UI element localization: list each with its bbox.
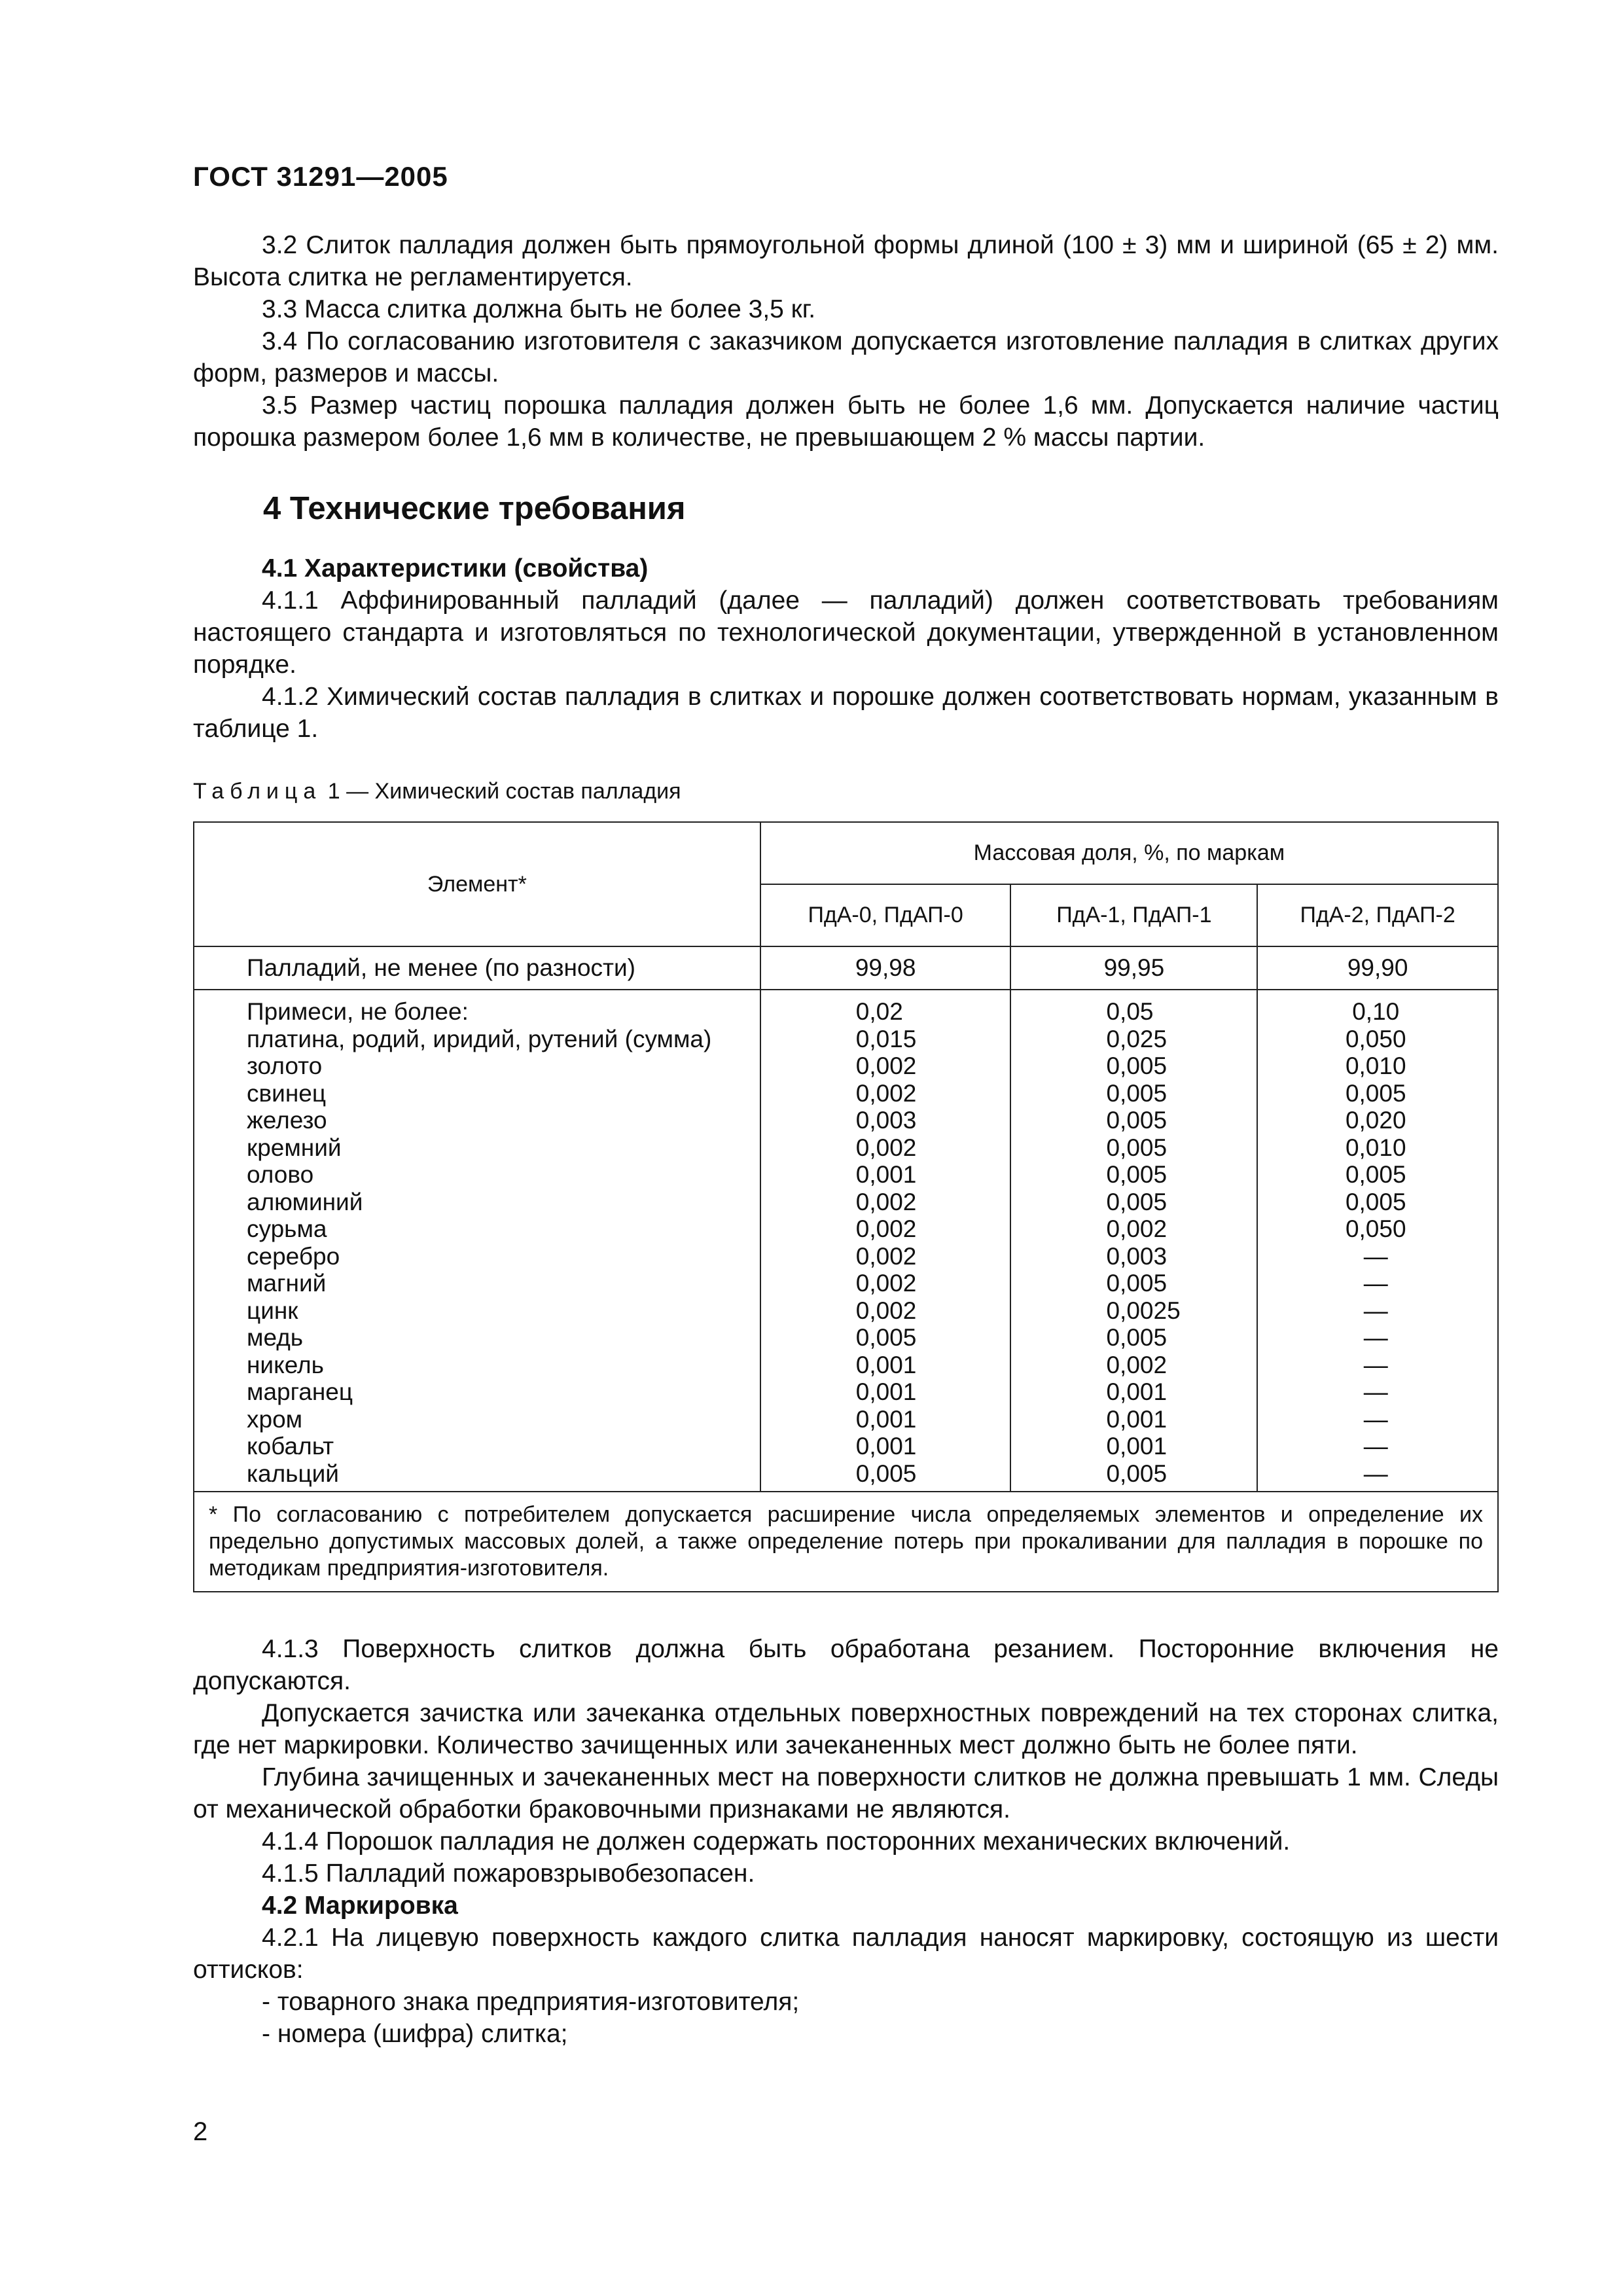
palladium-grade-2: 99,90 xyxy=(1257,946,1498,990)
impurity-grade-0: 0,002 xyxy=(855,1270,917,1297)
section-4-heading: 4 Технические требования xyxy=(263,491,686,526)
impurity-grade-1: 0,005 xyxy=(1106,1052,1168,1079)
impurity-grade-1: 0,005 xyxy=(1106,1134,1168,1161)
table-caption-text: 1 — Химический состав палладия xyxy=(321,779,681,804)
impurity-grade-2: 0,010 xyxy=(1345,1134,1406,1161)
paragraph-4-1-3: 4.1.3 Поверхность слитков должна быть обработана резанием. Посторонние включения не допускаются. xyxy=(193,1635,1499,1695)
impurity-grade-0: 0,002 xyxy=(855,1134,917,1161)
impurity-grade-0: 0,001 xyxy=(855,1433,917,1460)
list-item-ingot-number: - номера (шифра) слитка; xyxy=(262,2020,568,2048)
impurity-element: олово xyxy=(247,1161,314,1188)
paragraph-4-1-2: 4.1.2 Химический состав палладия в слитках и порошке должен соответствовать нормам, указанным в таблице 1. xyxy=(193,683,1499,743)
impurity-grade-2: 0,020 xyxy=(1345,1107,1406,1134)
paragraph-4-1-3-b: Допускается зачистка или зачеканка отдельных поверхностных повреждений на тех сторонах слитка, где нет маркировки. Количество зачищенных или зачеканенных мест должно быть не более пяти. xyxy=(193,1699,1499,1759)
paragraph-3-3: 3.3 Масса слитка должна быть не более 3,5 кг. xyxy=(262,295,816,323)
impurities-grade-2 xyxy=(1257,990,1498,1492)
impurity-grade-0: 0,003 xyxy=(855,1107,917,1134)
impurity-grade-0: 0,001 xyxy=(855,1405,917,1433)
paragraph-4-1-1: 4.1.1 Аффинированный палладий (далее — палладий) должен соответствовать требованиям настоящего стандарта и изготовляться по технологической документации, утвержденной в установленном порядке. xyxy=(193,586,1499,679)
impurity-element: медь xyxy=(247,1324,304,1351)
palladium-label: Палладий, не менее (по разности) xyxy=(194,946,760,990)
impurity-grade-1: 0,005 xyxy=(1106,1270,1168,1297)
impurity-grade-0: 0,002 xyxy=(855,1079,917,1107)
impurity-grade-1: 0,001 xyxy=(1106,1405,1168,1433)
impurity-grade-1: 0,002 xyxy=(1106,1215,1168,1242)
impurities-grade-0 xyxy=(760,990,1011,1492)
impurity-grade-2: 0,005 xyxy=(1345,1079,1406,1107)
subsection-4-1-heading: 4.1 Характеристики (свойства) xyxy=(262,554,649,583)
paragraph-4-1-4: 4.1.4 Порошок палладия не должен содержать посторонних механических включений. xyxy=(262,1827,1291,1856)
table-row-impurities xyxy=(194,990,1498,1492)
impurity-grade-0: 0,005 xyxy=(855,1460,917,1487)
intro-section xyxy=(193,229,1499,745)
impurity-grade-1: 0,05 xyxy=(1106,998,1154,1025)
impurity-grade-0: 0,001 xyxy=(855,1378,917,1405)
paragraph-4-1-3-c: Глубина зачищенных и зачеканенных мест на поверхности слитков не должна превышать 1 мм. Следы от механической обработки браковочными признаками не являются. xyxy=(193,1763,1499,1823)
impurity-element: платина, родий, иридий, рутений (сумма) xyxy=(247,1025,712,1052)
impurity-grade-0: 0,001 xyxy=(855,1351,917,1378)
impurity-grade-0: 0,015 xyxy=(855,1025,917,1052)
impurity-grade-1: 0,003 xyxy=(1106,1242,1168,1270)
impurity-grade-0: 0,02 xyxy=(855,998,903,1025)
impurity-grade-2: 0,10 xyxy=(1352,998,1400,1025)
impurity-grade-0: 0,001 xyxy=(855,1161,917,1188)
paragraph-4-2-1: 4.2.1 На лицевую поверхность каждого слитка палладия наносят маркировку, состоящую из шести оттисков: xyxy=(193,1924,1499,1984)
header-mass-fraction: Массовая доля, %, по маркам xyxy=(760,822,1498,884)
table-row-palladium xyxy=(194,946,1498,990)
header-grade-2: ПдА-2, ПдАП-2 xyxy=(1257,884,1498,946)
impurity-element: марганец xyxy=(247,1378,353,1405)
chemical-composition-table xyxy=(193,821,1499,1592)
impurity-grade-1: 0,005 xyxy=(1106,1188,1168,1215)
impurity-grade-1: 0,005 xyxy=(1106,1079,1168,1107)
impurity-element: кальций xyxy=(247,1460,339,1487)
header-element: Элемент* xyxy=(194,822,760,946)
impurity-grade-2: 0,005 xyxy=(1345,1188,1406,1215)
impurity-element: железо xyxy=(247,1107,327,1134)
impurity-grade-2: 0,050 xyxy=(1345,1025,1406,1052)
impurity-element: алюминий xyxy=(247,1188,363,1215)
page-number: 2 xyxy=(193,2117,208,2146)
document-header-code: ГОСТ 31291—2005 xyxy=(193,161,448,192)
impurity-element: свинец xyxy=(247,1079,327,1107)
impurity-grade-0: 0,005 xyxy=(855,1324,917,1351)
impurity-grade-1: 0,0025 xyxy=(1106,1297,1181,1324)
impurity-grade-2: — xyxy=(1363,1270,1388,1297)
table-footnote: * По согласованию с потребителем допускается расширение числа определяемых элементов и определение их предельно допустимых массовых долей, а также определение потерь при прокаливании для палладия в порошке по методикам предприятия-изготовителя. xyxy=(194,1492,1498,1592)
impurities-grade-1 xyxy=(1010,990,1257,1492)
list-item-trademark: - товарного знака предприятия-изготовителя; xyxy=(262,1988,800,2016)
impurity-grade-2: — xyxy=(1363,1324,1388,1351)
impurity-element: серебро xyxy=(247,1242,340,1270)
impurity-grade-1: 0,005 xyxy=(1106,1161,1168,1188)
impurity-grade-2: — xyxy=(1363,1297,1388,1324)
paragraph-4-1-5: 4.1.5 Палладий пожаровзрывобезопасен. xyxy=(262,1859,755,1888)
paragraph-3-2: 3.2 Слиток палладия должен быть прямоугольной формы длиной (100 ± 3) мм и шириной (65 ± 2) мм. Высота слитка не регламентируется. xyxy=(193,231,1499,291)
impurity-grade-2: — xyxy=(1363,1433,1388,1460)
impurity-grade-1: 0,005 xyxy=(1106,1460,1168,1487)
paragraph-3-5: 3.5 Размер частиц порошка палладия должен быть не более 1,6 мм. Допускается наличие частиц порошка размером более 1,6 мм в количестве, не превышающем 2 % массы партии. xyxy=(193,391,1499,452)
impurity-grade-0: 0,002 xyxy=(855,1215,917,1242)
impurity-element: никель xyxy=(247,1351,324,1378)
impurity-grade-2: 0,010 xyxy=(1345,1052,1406,1079)
impurity-grade-2: 0,050 xyxy=(1345,1215,1406,1242)
impurity-grade-2: — xyxy=(1363,1460,1388,1487)
impurity-grade-1: 0,005 xyxy=(1106,1107,1168,1134)
impurity-element: цинк xyxy=(247,1297,298,1324)
table-caption-word: Таблица xyxy=(193,779,322,804)
impurities-elements xyxy=(194,990,760,1492)
impurity-element: золото xyxy=(247,1052,323,1079)
impurity-grade-2: 0,005 xyxy=(1345,1161,1406,1188)
impurity-grade-0: 0,002 xyxy=(855,1297,917,1324)
impurity-element: кремний xyxy=(247,1134,342,1161)
impurity-grade-0: 0,002 xyxy=(855,1242,917,1270)
paragraph-3-4: 3.4 По согласованию изготовителя с заказчиком допускается изготовление палладия в слитках других форм, размеров и массы. xyxy=(193,327,1499,387)
post-table-section xyxy=(193,1633,1499,2050)
header-grade-1: ПдА-1, ПдАП-1 xyxy=(1010,884,1257,946)
impurity-element: хром xyxy=(247,1405,303,1433)
impurity-element: магний xyxy=(247,1270,327,1297)
table-caption xyxy=(193,779,681,804)
impurity-grade-1: 0,001 xyxy=(1106,1378,1168,1405)
header-grade-0: ПдА-0, ПдАП-0 xyxy=(760,884,1011,946)
impurity-element: кобальт xyxy=(247,1433,334,1460)
subsection-4-2-heading: 4.2 Маркировка xyxy=(262,1892,458,1920)
impurity-grade-0: 0,002 xyxy=(855,1188,917,1215)
impurity-grade-1: 0,005 xyxy=(1106,1324,1168,1351)
impurity-element: сурьма xyxy=(247,1215,327,1242)
palladium-grade-1: 99,95 xyxy=(1010,946,1257,990)
palladium-grade-0: 99,98 xyxy=(760,946,1011,990)
impurity-grade-2: — xyxy=(1363,1378,1388,1405)
impurity-element: Примеси, не более: xyxy=(247,998,469,1025)
impurity-grade-2: — xyxy=(1363,1351,1388,1378)
impurity-grade-1: 0,001 xyxy=(1106,1433,1168,1460)
impurity-grade-1: 0,025 xyxy=(1106,1025,1168,1052)
impurity-grade-2: — xyxy=(1363,1242,1388,1270)
impurity-grade-1: 0,002 xyxy=(1106,1351,1168,1378)
impurity-grade-2: — xyxy=(1363,1405,1388,1433)
impurity-grade-0: 0,002 xyxy=(855,1052,917,1079)
